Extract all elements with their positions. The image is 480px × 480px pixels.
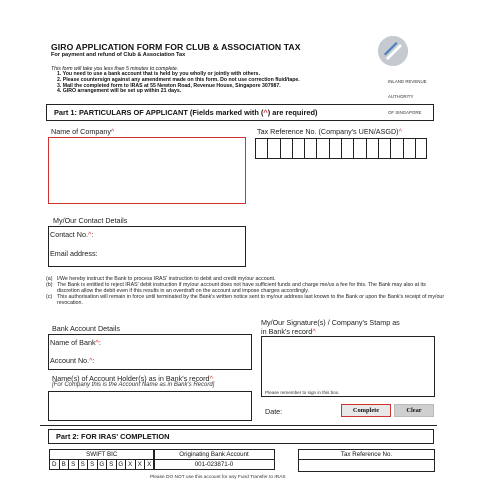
sign-reminder: Please remember to sign in this box. — [265, 390, 340, 395]
company-name-input[interactable] — [48, 137, 246, 204]
swift-bic-table — [49, 449, 155, 470]
signature-label: My/Our Signature(s) / Company's Stamp as in Bank's record^ — [261, 318, 400, 336]
tax-ref-input[interactable] — [255, 138, 427, 159]
authority-name: INLAND REVENUE AUTHORITY OF SINGAPORE — [388, 78, 427, 116]
orig-account-header: Originating Bank Account — [154, 450, 275, 460]
account-no-field[interactable]: Account No.^: — [50, 356, 95, 365]
swift-char: D — [50, 460, 60, 470]
form-subtitle: For payment and refund of Club & Association Tax — [51, 52, 186, 58]
swift-char: X — [135, 460, 145, 470]
instruction-item: 2. Please countersign against any amendment made on this form. Do not use correction fluid/tape. — [57, 76, 300, 83]
swift-char: S — [107, 460, 117, 470]
account-holder-label: Name(s) of Account Holder(s) as in Bank's record^ — [52, 374, 213, 383]
orig-account-value: 001-023871-0 — [154, 460, 275, 470]
footer-note: Please DO NOT use this account for any Fund Transfer to IRAS — [150, 475, 286, 480]
account-holder-hint: [For Company this is the Account Name as in Bank's Record] — [52, 382, 215, 388]
note-item: (a) I/We hereby instruct the Bank to process IRAS' instruction to debit and credit my/our account. — [46, 276, 276, 282]
bank-name-field[interactable]: Name of Bank^: — [50, 338, 101, 347]
form-title: GIRO APPLICATION FORM FOR CLUB & ASSOCIATION TAX — [51, 42, 301, 52]
bank-details-box — [48, 334, 252, 370]
part1-heading: Part 1: PARTICULARS OF APPLICANT (Fields marked with ( ^ ) are required) — [46, 104, 434, 121]
instructions-list — [57, 72, 300, 95]
bank-details-label: Bank Account Details — [52, 324, 120, 333]
swift-char: G — [97, 460, 107, 470]
part2-divider — [40, 425, 437, 426]
complete-button[interactable]: Complete — [341, 404, 391, 417]
clear-button[interactable]: Clear — [394, 404, 434, 417]
instruction-item: 1. You need to use a bank account that is held by you wholly or jointly with others. — [57, 71, 261, 77]
iras-tax-ref-value — [299, 460, 435, 472]
contact-details-label: My/Our Contact Details — [53, 216, 128, 225]
note-item: (c) This authorisation will remain in force until terminated by the Bank's written notice sent to my/our address last known to the Bank or upon the Bank's receipt of my/our revocation. — [46, 294, 445, 306]
swift-char: S — [88, 460, 98, 470]
originating-account-table — [153, 449, 275, 470]
email-field[interactable]: Email address: — [50, 249, 98, 258]
instruction-item: 4. GIRO arrangement will be set up within 21 days. — [57, 88, 182, 95]
swift-char: G — [116, 460, 126, 470]
contact-no-field[interactable]: Contact No.^: — [50, 230, 94, 239]
contact-details-box — [48, 226, 246, 267]
swift-bic-header: SWIFT BIC — [50, 450, 155, 460]
account-holder-input[interactable] — [48, 391, 252, 421]
date-label: Date: — [265, 407, 283, 416]
note-item: (b) The Bank is entitled to reject IRAS' debit instruction if my/our account does not have sufficient funds and charge me/us a fee for this. The Bank may also at its discretion allow the debit even if this results in an overdraft on the account and impose charges accordingly. — [46, 282, 426, 294]
part2-heading: Part 2: FOR IRAS' COMPLETION — [48, 429, 434, 444]
signature-box[interactable] — [261, 336, 435, 397]
authorisation-notes — [46, 276, 446, 306]
intro-text: This form will take you less than 5 minutes to complete. — [51, 66, 179, 72]
instruction-item: 3. Mail the completed form to IRAS at 55 Newton Road, Revenue House, Singapore 307987. — [57, 82, 281, 89]
company-name-label: Name of Company^ — [51, 127, 115, 136]
iras-logo-icon — [378, 36, 408, 66]
swift-char: B — [59, 460, 69, 470]
swift-char: X — [145, 460, 155, 470]
swift-char: X — [126, 460, 136, 470]
swift-char: S — [69, 460, 79, 470]
swift-char: S — [78, 460, 88, 470]
tax-ref-label: Tax Reference No. (Company's UEN/ASGD)^ — [257, 127, 402, 136]
iras-tax-ref-header: Tax Reference No. — [299, 450, 435, 460]
iras-tax-ref-table — [298, 449, 435, 472]
